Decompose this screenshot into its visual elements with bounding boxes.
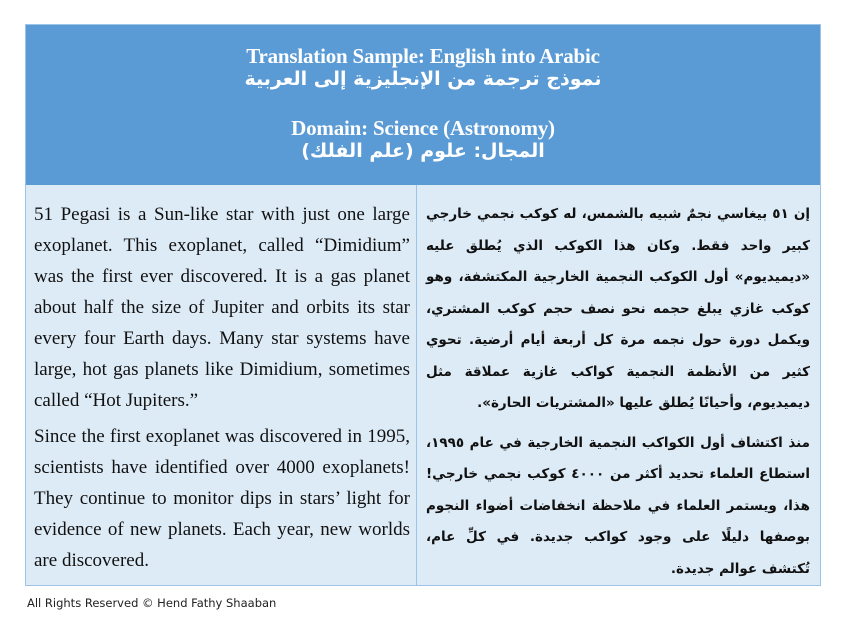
domain-english: Domain: Science (Astronomy) [291,116,555,140]
table-header [26,25,820,185]
source-paragraph-2: Since the first exoplanet was discovered in 1995, scientists have identified over 4000 exoplanets! They continue to monitor dips in stars’ light for evidence of new planets. Each year, new worlds are discovered. [34,426,410,571]
translation-sample-table [25,24,821,586]
title-english: Translation Sample: English into Arabic [246,44,600,68]
domain-arabic: المجال: علوم (علم الفلك) [301,140,545,162]
target-paragraph-1: إن ٥١ بيغاسي نجمٌ شبيه بالشمس، له كوكب نجمي خارجي كبير واحد فقط. وكان هذا الكوكب الذي يُطلق عليه «ديميديوم» أول الكوكب النجمية الخارجية المكتشفة، وهو كوكب غازي يبلغ حجمه نحو نصف حجم كوكب المشتري، ويكمل دورة حول نجمه مرة كل أربعة أيام أرضية. تحوي كثير من الأنظمة النجمية كواكب غازية عملاقة مثل ديميديوم، وأحيانًا يُطلق عليها «المشتريات الحارة». [426,206,810,411]
source-text-column [34,199,410,581]
target-text-column [426,199,810,593]
target-paragraph-2: منذ اكتشاف أول الكواكب النجمية الخارجية في عام ١٩٩٥، استطاع العلماء تحديد أكثر من ٤٠٠٠ كوكب نجمي خارجي! هذا، ويستمر العلماء في ملاحظة انخفاضات أضواء النجوم بوصفها دليلًا على وجود كواكب جديدة. في كلِّ عام، تُكتشف عوالم جديدة. [426,434,811,577]
column-divider [416,185,417,586]
title-arabic: نموذج ترجمة من الإنجليزية إلى العربية [244,68,602,90]
source-paragraph-1: 51 Pegasi is a Sun-like star with just one large exoplanet. This exoplanet, called “Dimidium” was the first ever discovered. It is a gas planet about half the size of Jupiter and orbits its star every four Earth days. Many star systems have large, hot gas planets like Dimidium, sometimes called “Hot Jupiters.” [34,204,410,411]
copyright-footer: All Rights Reserved © Hend Fathy Shaaban [27,596,277,610]
